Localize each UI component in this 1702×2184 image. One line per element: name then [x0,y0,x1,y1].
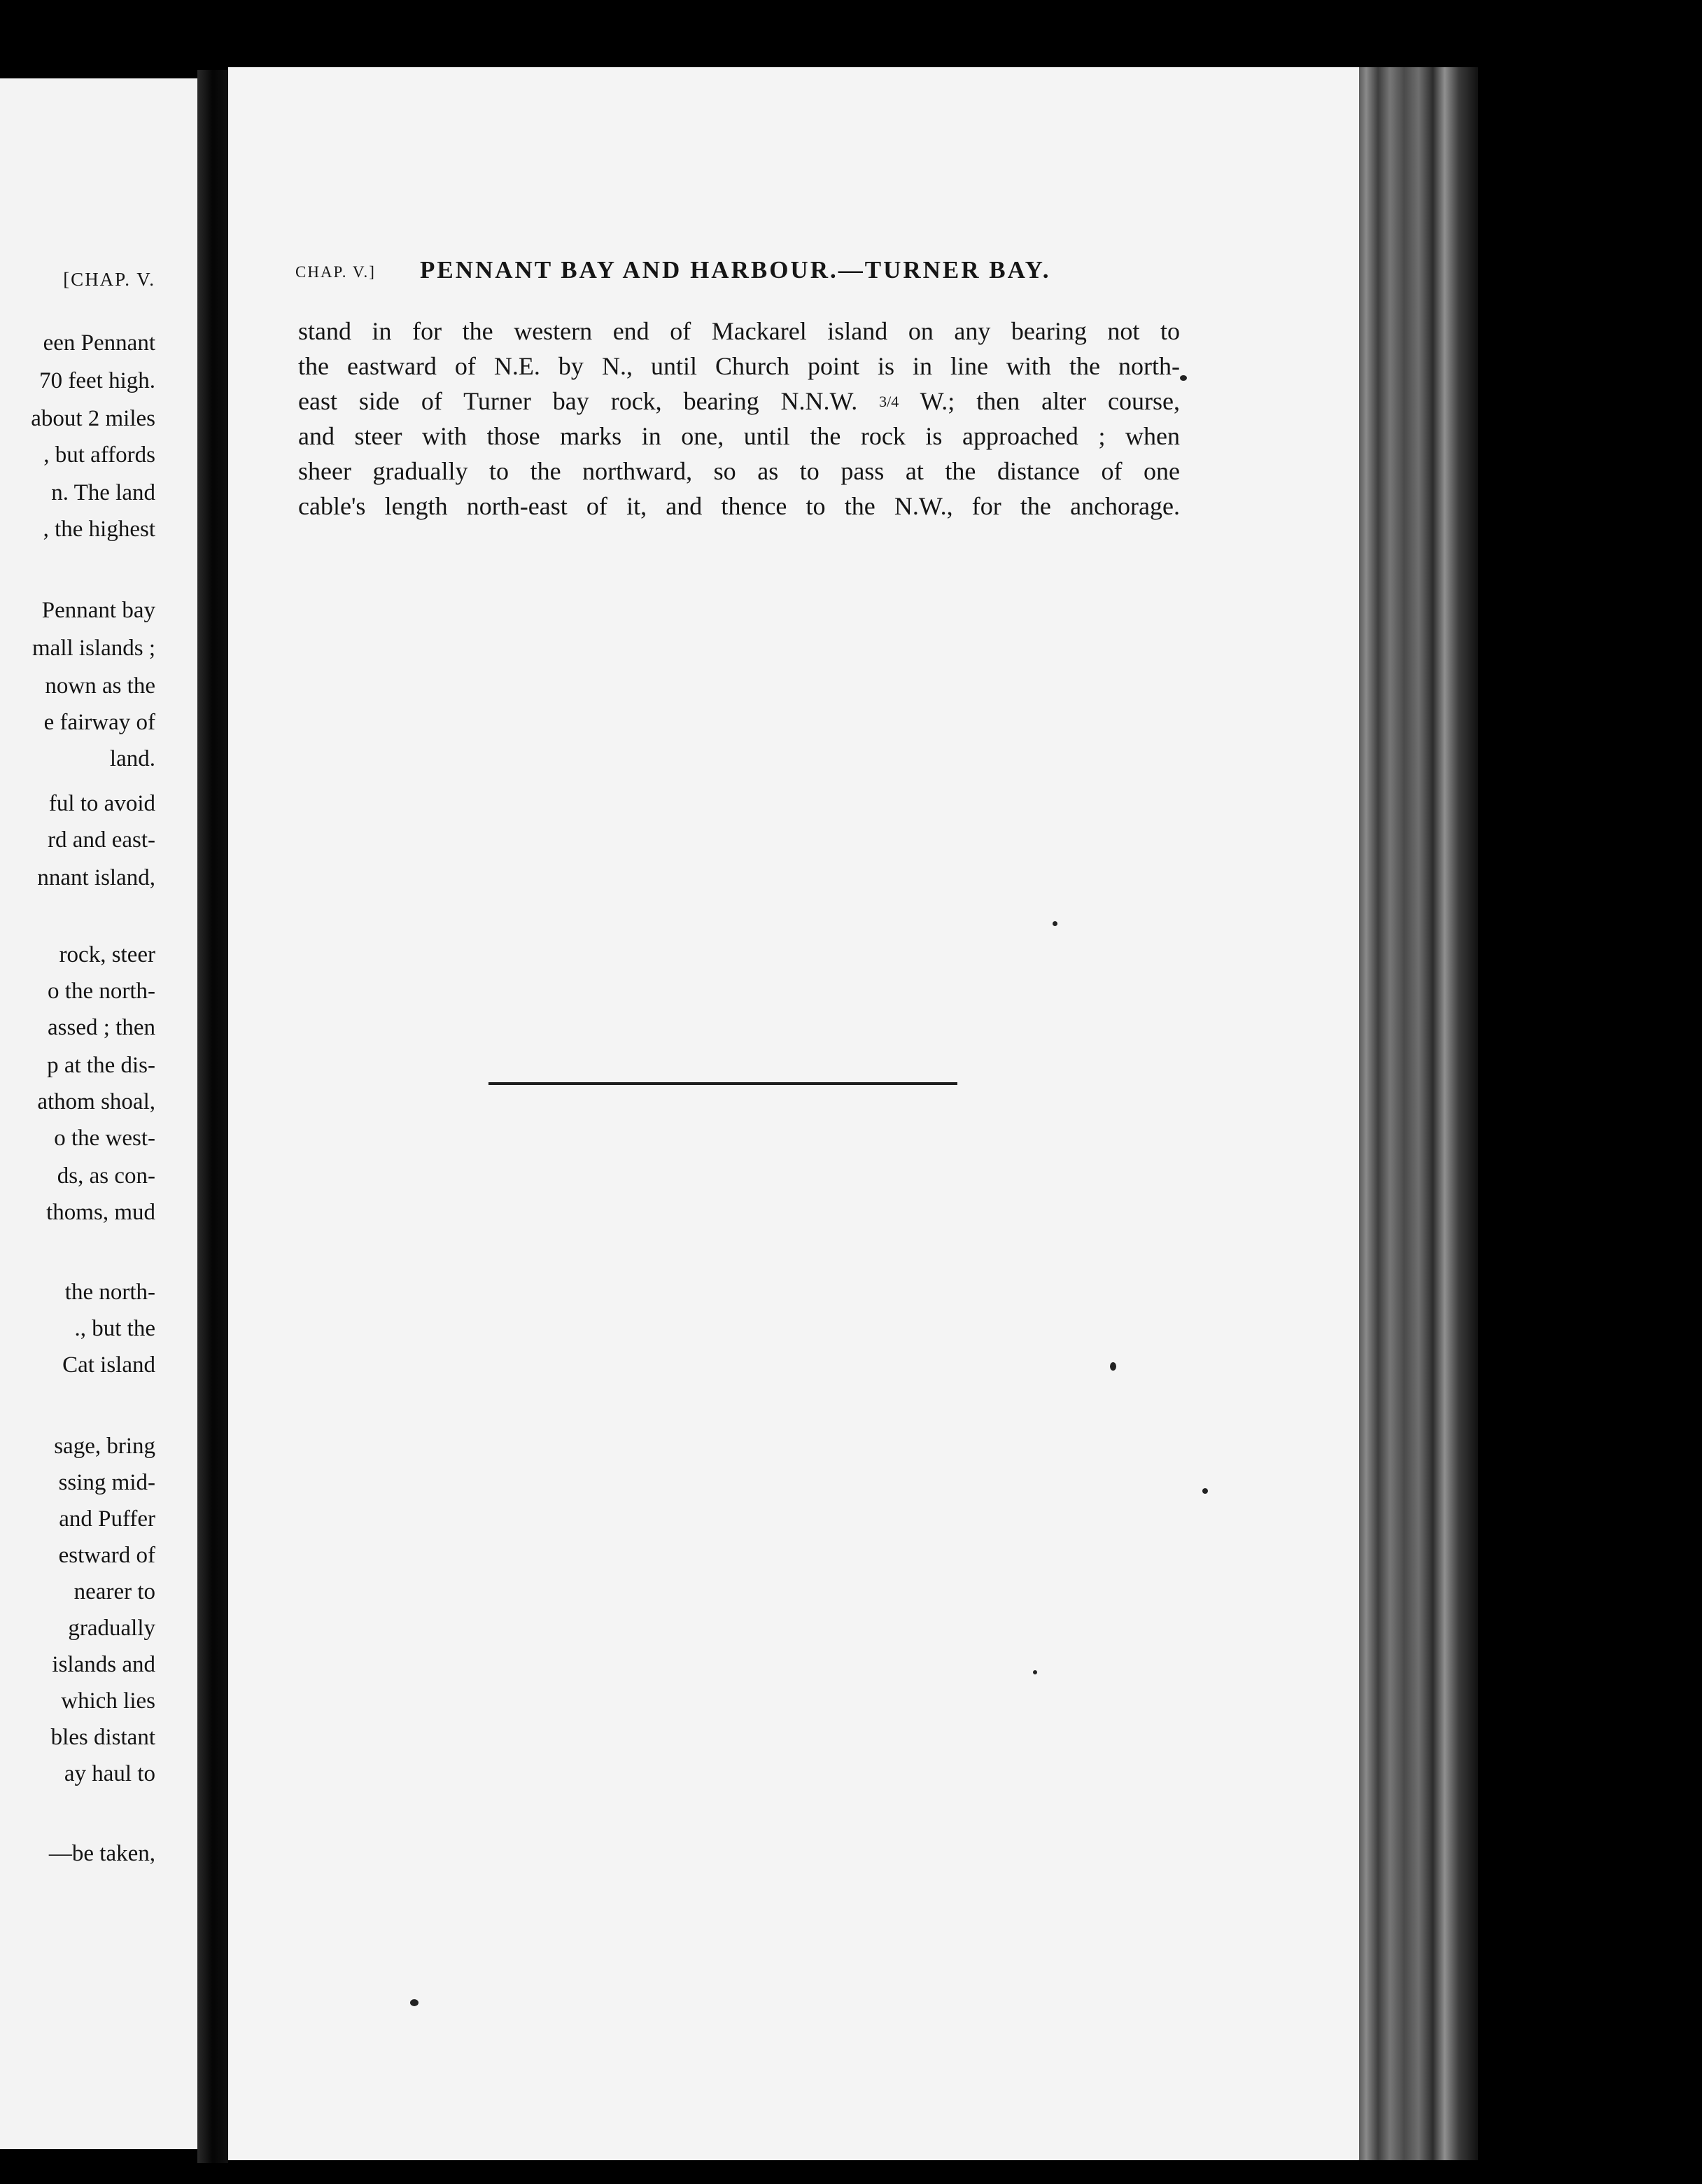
left-page-line: ful to avoid [48,791,155,816]
left-page-line: bles distant [50,1725,155,1750]
body-line: cable's length north-east of it, and thence to the N.W., for the anchorage. [298,492,1180,520]
scan-speck [1110,1362,1116,1371]
left-page [0,78,197,2149]
left-page-line: ., but the [74,1316,155,1341]
scan-speck [1053,921,1057,926]
left-page-line: een Pennant [43,330,155,356]
left-page-line: o the west- [54,1126,155,1151]
body-line [298,384,1180,419]
book-page-edges [1359,67,1478,2160]
left-page-line: gradually [68,1616,155,1641]
scan-speck [1033,1670,1037,1674]
running-title: PENNANT BAY AND HARBOUR.—TURNER BAY. [420,256,1051,284]
left-page-line: estward of [58,1543,155,1568]
left-page-line: Cat island [62,1352,155,1378]
left-page-line: o the north- [48,979,155,1004]
left-page-line: about 2 miles [31,406,155,431]
left-page-line: 70 feet high. [39,368,155,393]
left-page-line: which lies [61,1688,155,1714]
section-end-rule [488,1082,957,1085]
book-gutter [197,70,228,2163]
left-page-line: Pennant bay [41,598,155,623]
left-page-line: , the highest [43,517,155,542]
left-page-line: mall islands ; [32,636,155,661]
left-page-line: and Puffer [59,1506,155,1532]
left-page-line: nearer to [73,1579,155,1604]
left-page-line: islands and [52,1652,155,1677]
left-page-line: the north- [64,1280,155,1305]
left-page-line: p at the dis- [47,1053,155,1078]
left-page-line: assed ; then [48,1015,155,1040]
left-page-line: ssing mid- [58,1470,155,1495]
left-page-line: land. [109,746,155,771]
body-line-part: W.; then alter course, [920,387,1181,415]
scan-speck [1202,1488,1208,1494]
left-page-line: ay haul to [64,1761,155,1786]
body-line: the eastward of N.E. by N., until Church point is in line with the north- [298,352,1180,380]
left-page-line: sage, bring [54,1434,155,1459]
body-line: and steer with those marks in one, until the rock is approached ; when [298,422,1180,450]
body-line: stand in for the western end of Mackarel island on any bearing not to [298,317,1180,345]
left-page-line: rock, steer [59,942,155,967]
running-head [295,249,1404,291]
right-page [228,67,1359,2160]
left-page-line: —be taken, [48,1841,155,1866]
left-page-line: nown as the [45,673,155,699]
left-page-line: thoms, mud [46,1200,155,1225]
body-line-part: east side of Turner bay rock, bearing N.N.W. [298,387,858,415]
left-page-line: e fairway of [43,710,155,735]
left-page-header: [CHAP. V. [63,269,155,290]
left-page-line: athom shoal, [37,1089,155,1114]
scan-speck [410,1999,419,2006]
left-page-line: , but affords [43,442,155,468]
chapter-mark: CHAP. V.] [295,263,376,281]
scan-speck [1180,375,1187,381]
left-page-line: ds, as con- [57,1163,155,1189]
left-page-line: rd and east- [48,827,155,853]
fraction: 3/4 [879,393,899,410]
body-line: sheer gradually to the northward, so as to pass at the distance of one [298,457,1180,485]
left-page-line: nnant island, [37,865,155,890]
left-page-line: n. The land [51,480,155,505]
